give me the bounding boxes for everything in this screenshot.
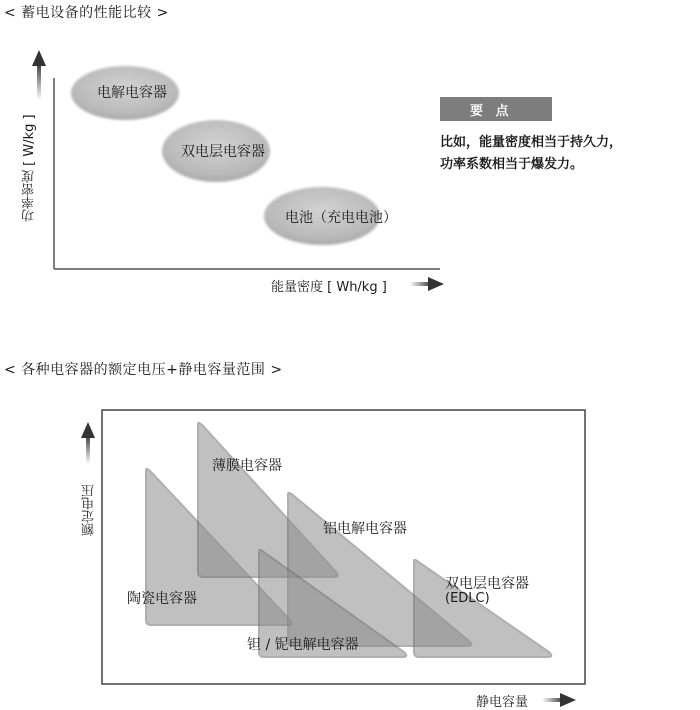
label-edlc-abbr: (EDLC) [445,591,490,606]
ellipse-label-edlc: 双电层电容器 [181,144,265,160]
ellipse-label-electrolytic: 电解电容器 [97,85,167,101]
ellipse-label-battery: 电池（充电电池） [285,210,397,226]
y2-axis-label: 额定电压 [82,484,97,536]
y-axis-label: 功率密度 [ W/kg ] [22,114,37,222]
y2-axis-arrow [86,434,90,464]
label-film: 薄膜电容器 [212,458,282,474]
section2-title: < 各种电容器的额定电压+静电容量范围 > [4,362,283,378]
label-tantalum: 钽 / 铌电解电容器 [247,637,359,653]
label-edlc: 双电层电容器 [445,576,529,592]
section1-title: < 蓄电设备的性能比较 > [4,5,169,21]
x-axis-label: 能量密度 [ Wh/kg ] [271,280,387,295]
label-aluminum: 铝电解电容器 [323,521,407,537]
key-point-line-2: 功率系数相当于爆发力。 [440,157,584,172]
x2-axis-label: 静电容量 [476,695,529,710]
key-point-badge [440,97,552,121]
y-axis-arrow [37,62,41,100]
x-axis-arrowhead [428,277,444,291]
key-point-line-1: 比如，能量密度相当于持久力， [440,135,623,150]
y-axis-arrowhead [32,50,46,66]
label-ceramic: 陶瓷电容器 [127,591,197,607]
x2-axis-arrowhead [560,693,576,707]
key-point-note [440,132,680,176]
y2-axis-arrowhead [81,422,95,438]
key-point-badge-label: 要 点 [470,104,513,119]
